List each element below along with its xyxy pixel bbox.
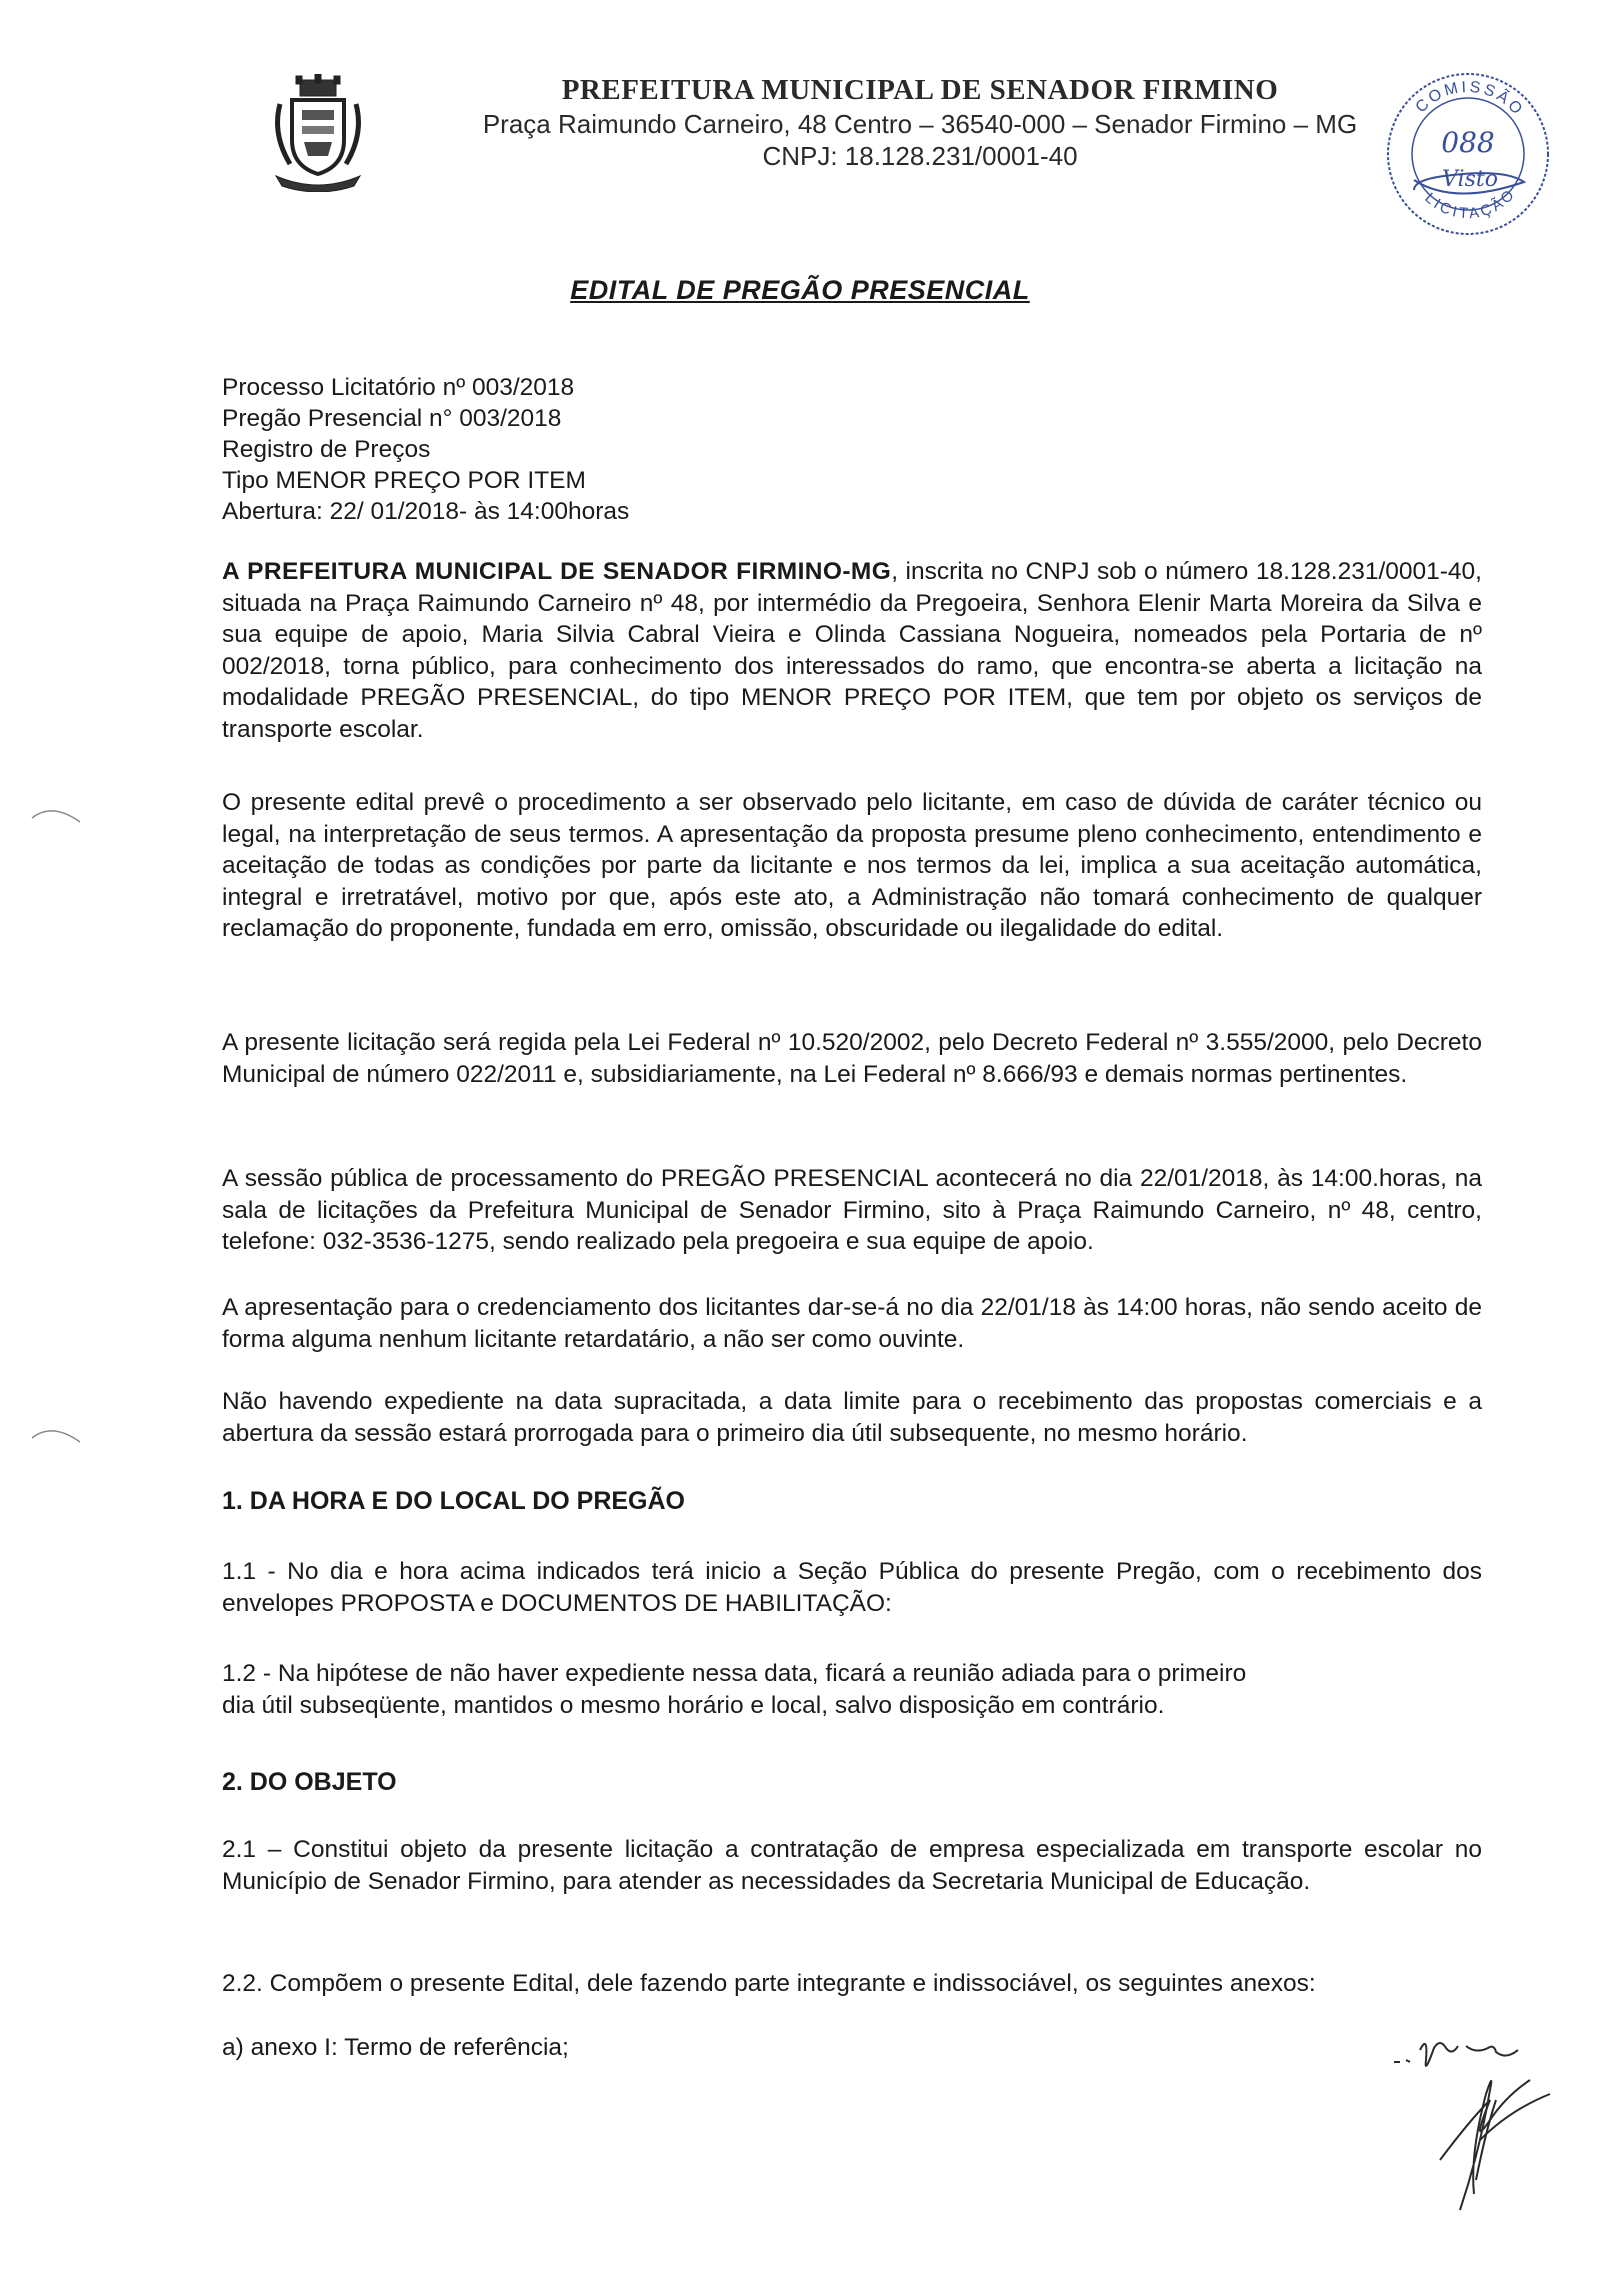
- stamp-top-text: COMISSÃO: [1412, 78, 1528, 121]
- paragraph-credentialing: A apresentação para o credenciamento dos licitantes dar-se-á no dia 22/01/18 às 14:00 horas, não sendo aceito de forma alguma nenhum licitante retardatário, a não ser como ouvinte.: [222, 1294, 1482, 1353]
- process-number: Processo Licitatório nº 003/2018: [222, 374, 575, 401]
- section-1-item-1: 1.1 - No dia e hora acima indicados terá inicio a Seção Pública do presente Pregão, com o recebimento dos envelopes PROPOSTA e DOCUMENTOS DE HABILITAÇÃO:: [222, 1558, 1482, 1617]
- stamp-bottom-text: LICITAÇÃO: [1421, 184, 1520, 223]
- section-1-item-2: [222, 1658, 1482, 1721]
- municipal-crest-icon: [270, 74, 366, 192]
- intro-text: , inscrita no CNPJ sob o número 18.128.231/0001-40, situada na Praça Raimundo Carneiro nº 48, por intermédio da Pregoeira, Senhora Elenir Marta Moreira da Silva e sua equipe de apoio, Maria Silvia Cabral Vieira e Olinda Cassiana Nogueira, nomeados pela Portaria de nº 002/2018, torna público, para conhecimento dos interessados do ramo, que encontra-se aberta a licitação na modalidade PREGÃO PRESENCIAL, do tipo MENOR PREÇO POR ITEM, que tem por objeto os serviços de transporte escolar.: [222, 558, 1482, 743]
- intro-paragraph: [222, 556, 1482, 745]
- section-1-heading: 1. DA HORA E DO LOCAL DO PREGÃO: [222, 1487, 686, 1515]
- stamp-number: 088: [1441, 126, 1495, 159]
- section-1-item-2-line-1: 1.2 - Na hipótese de não haver expediente nessa data, ficará a reunião adiada para o primeiro: [222, 1660, 1247, 1687]
- margin-mark: [28, 1420, 88, 1444]
- section-2-item-2: 2.2. Compõem o presente Edital, dele fazendo parte integrante e indissociável, os seguintes anexos:: [222, 1970, 1316, 1997]
- intro-bold: A PREFEITURA MUNICIPAL DE SENADOR FIRMINO-MG: [222, 558, 892, 585]
- pregao-number: Pregão Presencial n° 003/2018: [222, 405, 562, 432]
- opening-date: Abertura: 22/ 01/2018- às 14:00horas: [222, 498, 630, 525]
- process-info: [222, 372, 1482, 527]
- document-title: EDITAL DE PREGÃO PRESENCIAL: [570, 275, 1030, 305]
- commission-stamp: [1378, 62, 1558, 242]
- registry-type: Registro de Preços: [222, 436, 431, 463]
- section-2-item-1: 2.1 – Constitui objeto da presente licitação a contratação de empresa especializada em transporte escolar no Município de Senador Firmino, para atender as necessidades da Secretaria Municipal de Educação.: [222, 1836, 1482, 1895]
- paragraph-session: A sessão pública de processamento do PREGÃO PRESENCIAL acontecerá no dia 22/01/2018, às 14:00.horas, na sala de licitações da Prefeitura Municipal de Senador Firmino, sito à Praça Raimundo Carneiro, nº 48, centro, telefone: 032-3536-1275, sendo realizado pela pregoeira e sua equipe de apoio.: [222, 1165, 1482, 1255]
- org-name: PREFEITURA MUNICIPAL DE SENADOR FIRMINO: [561, 74, 1279, 106]
- stamp-visto: Visto: [1442, 167, 1498, 192]
- annex-a: a) anexo I: Termo de referência;: [222, 2034, 569, 2061]
- paragraph-legal-basis: A presente licitação será regida pela Lei Federal nº 10.520/2002, pelo Decreto Federal nº 3.555/2000, pelo Decreto Municipal de número 022/2011 e, subsidiariamente, na Lei Federal nº 8.666/93 e demais normas pertinentes.: [222, 1029, 1482, 1088]
- section-2-heading: 2. DO OBJETO: [222, 1768, 397, 1796]
- paragraph-no-business: Não havendo expediente na data supracitada, a data limite para o recebimento das propostas comerciais e a abertura da sessão estará prorrogada para o primeiro dia útil subsequente, no mesmo horário.: [222, 1388, 1482, 1447]
- org-cnpj: CNPJ: 18.128.231/0001-40: [762, 141, 1078, 171]
- margin-mark: [28, 800, 88, 824]
- org-address: Praça Raimundo Carneiro, 48 Centro – 36540-000 – Senador Firmino – MG: [482, 109, 1358, 139]
- paragraph-procedure: O presente edital prevê o procedimento a ser observado pelo licitante, em caso de dúvida de caráter técnico ou legal, na interpretação de seus termos. A apresentação da proposta presume pleno conhecimento, entendimento e aceitação de todas as condições por parte da licitante e nos termos da lei, implica a sua aceitação automática, integral e irretratável, motivo por que, após este ato, a Administração não tomará conhecimento de qualquer reclamação do proponente, fundada em erro, omissão, obscuridade ou ilegalidade do edital.: [222, 789, 1482, 942]
- handwritten-signature: [1380, 2010, 1570, 2230]
- section-1-item-2-line-2: dia útil subseqüente, mantidos o mesmo horário e local, salvo disposição em contrário.: [222, 1691, 1165, 1719]
- award-type: Tipo MENOR PREÇO POR ITEM: [222, 467, 586, 494]
- letterhead: [470, 72, 1370, 172]
